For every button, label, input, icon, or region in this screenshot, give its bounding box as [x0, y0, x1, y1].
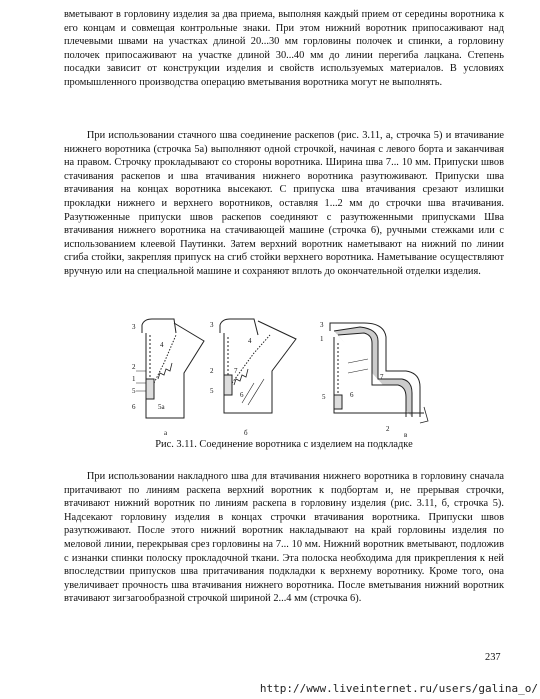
label-a-2: 2 [132, 363, 136, 371]
watermark-url: http://www.liveinternet.ru/users/galina_o/ [259, 682, 538, 695]
figure-3-11 [124, 313, 442, 443]
label-a-caption: а [164, 429, 168, 437]
label-b-caption: б [244, 429, 248, 437]
diagram-a-label: 3 [132, 323, 136, 331]
label-b-3: 3 [210, 321, 214, 329]
page-number: 237 [485, 652, 501, 663]
label-c-3: 3 [320, 321, 324, 329]
label-c-2: 2 [386, 425, 390, 433]
label-a-5: 5 [132, 387, 136, 395]
label-a-5a: 5а [158, 403, 165, 411]
label-b-5: 5 [210, 387, 214, 395]
label-c-7: 7 [380, 373, 384, 381]
label-b-6: 6 [240, 391, 244, 399]
label-a-4: 4 [160, 341, 164, 349]
label-a-6: 6 [132, 403, 136, 411]
figure-caption: Рис. 3.11. Соединение воротника с изделием на подкладке [155, 439, 413, 450]
paragraph-1: вметывают в горловину изделия за два приема, выполняя каждый прием от середины воротника к его концам и совмещая контрольные знаки. При этом нижний воротник припосаживают над плечевыми швами на участках длиной 20...30 мм горловины полочек и спинки, а горловину полочек припосаживают на участке длиной 30...40 мм до линии перегиба лацкана. Степень посадки зависит от конструкции изделия и свойств используемых материалов. В условиях промышленного производства операцию вметывания воротника могут не выполнять. [64, 9, 504, 88]
label-b-7: 7 [234, 367, 238, 375]
diagram-a [136, 319, 204, 418]
label-b-4: 4 [248, 337, 252, 345]
paragraph-2: При использовании стачного шва соединение раскепов (рис. 3.11, а, строчка 5) и втачивание нижнего воротника (строчка 5а) выполняют одной строчкой, начиная с левого борта и заканчивая на правом. Строчку прокладывают со стороны воротника. Ширина шва 7... 10 мм. Припуски швов стачивания раскепов и шва втачивания нижнего воротника разутюживают. Припуски шва втачивания на концах воротника высекают. С припуска шва втачивания срезают излишки прокладки нижнего и верхнего воротников, оставляя 1...2 мм до строчки шва втачивания. Разутюженные припуски швов раскепов соединяют с разутюженными припусками Шва втачивания нижнего воротника на стачивающей машине (строчка 6), ручными стежками или с использованием клеевой Паутинки. Затем верхний воротник наметывают на нижний по линии сгиба стойки, закрепляя припуск на сгиб стойки верхнего воротника. Наметывание осуществляют вручную или на специальной машине и сохраняют вплоть до окончательной отделки изделия. [64, 130, 504, 277]
diagram-b [220, 319, 296, 413]
label-c-5: 5 [322, 393, 326, 401]
label-c-1: 1 [320, 335, 324, 343]
paragraph-3: При использовании накладного шва для втачивания нижнего воротника в горловину сначала притачивают по линиям раскепа верхний воротник к подбортам и, не прерывая строчки, втачивают нижний воротник по линиям раскепа в горловину изделия (рис. 3.11, б, строчка 5). Надсекают горловину изделия в концах строчки втачивания воротника. Припуски швов разутюживают. После этого нижний воротник накладывают на край горловины изделия по меловой линии, перекрывая срез горловины на 7... 10 мм. Нижний воротник вметывают, подложив с изнанки спинки полоску прокладочной ткани. Эта полоска необходима для прикрепления к ней впоследствии припусков шва притачивания подкладки к верхнему воротнику. Кроме того, она увеличивает прочность шва втачивания нижнего воротника. После вметывания нижний воротник втачивают зигзагообразной строчкой шириной 2...4 мм (строчка 6). [64, 471, 504, 605]
label-c-caption: в [404, 431, 408, 439]
collar-diagrams [124, 313, 442, 443]
diagram-c [330, 323, 428, 423]
label-a-1: 1 [132, 375, 136, 383]
label-b-2: 2 [210, 367, 214, 375]
label-c-6: 6 [350, 391, 354, 399]
